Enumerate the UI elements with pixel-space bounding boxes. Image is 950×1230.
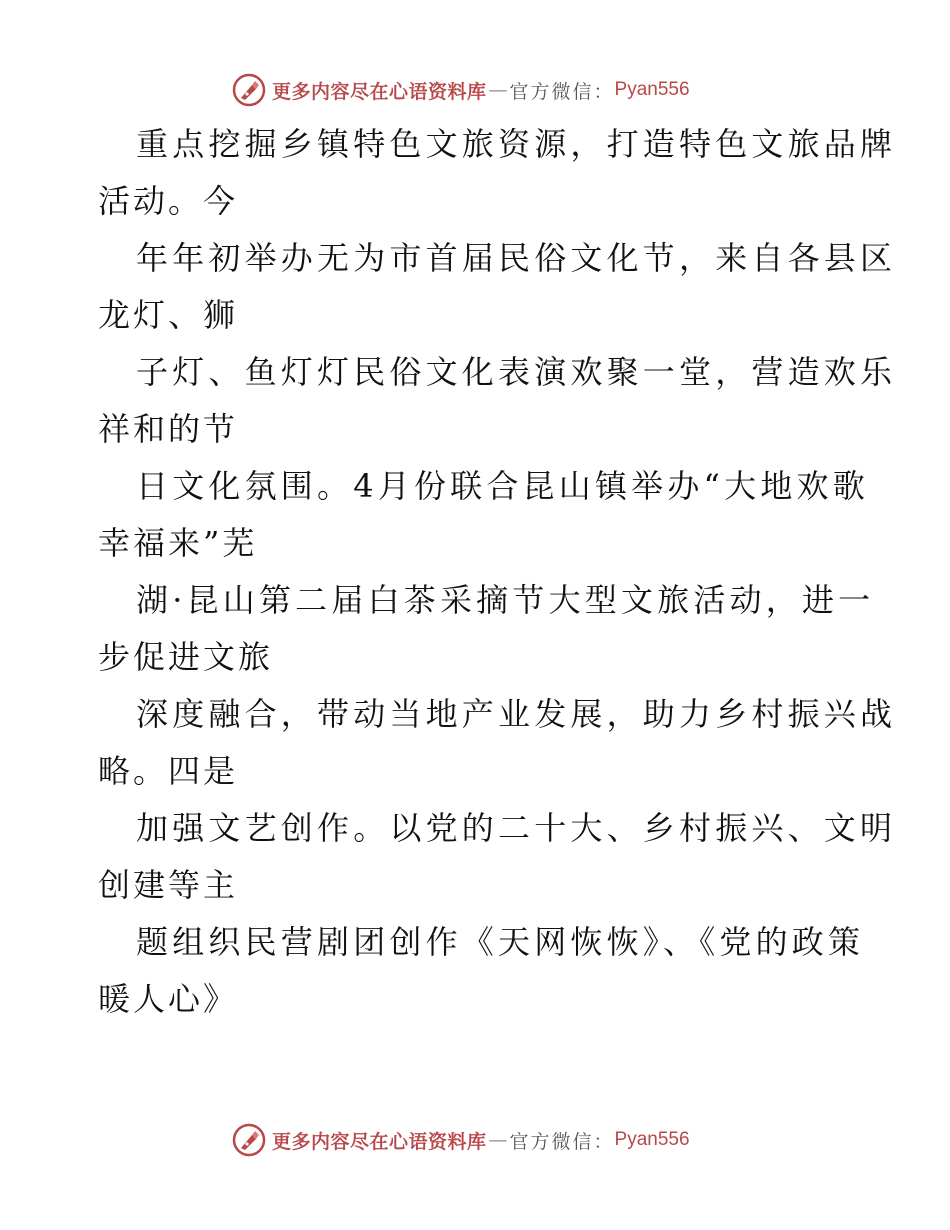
watermark-separator: — xyxy=(488,79,508,101)
text-line: 年年初举办无为市首届民俗文化节，来自各县区 xyxy=(136,239,897,277)
pen-nib-logo-icon xyxy=(232,73,266,107)
watermark-footer xyxy=(232,1122,690,1158)
text-line: 子灯、鱼灯灯民俗文化表演欢聚一堂，营造欢乐 xyxy=(136,353,897,391)
text-line: 日文化氛围。4月份联合昆山镇举办“大地欢歌 xyxy=(136,467,869,505)
text-line: 幸福来”芜 xyxy=(98,524,258,562)
text-line: 创建等主 xyxy=(98,866,239,904)
watermark-wechat-label: 官方微信： xyxy=(509,1130,615,1153)
text-line: 龙灯、狮 xyxy=(98,296,239,334)
text-line: 深度融合，带动当地产业发展，助力乡村振兴战 xyxy=(136,695,897,733)
watermark-wechat-id: Pyan556 xyxy=(614,79,690,100)
text-line: 暖人心》 xyxy=(98,980,239,1018)
watermark-brand: 更多内容尽在心语资料库 xyxy=(272,80,487,103)
text-line: 湖·昆山第二届白茶采摘节大型文旅活动，进一 xyxy=(136,581,875,619)
watermark-wechat-id: Pyan556 xyxy=(614,1129,690,1150)
text-line: 重点挖掘乡镇特色文旅资源，打造特色文旅品牌 xyxy=(136,125,897,163)
watermark-header xyxy=(232,72,690,108)
text-line: 略。四是 xyxy=(98,752,239,790)
text-line: 祥和的节 xyxy=(98,410,239,448)
text-line: 活动。今 xyxy=(98,182,239,220)
text-line: 题组织民营剧团创作《天网恢恢》、《党的政策 xyxy=(136,923,865,961)
watermark-wechat-label: 官方微信： xyxy=(509,80,615,103)
text-line: 步促进文旅 xyxy=(98,638,274,676)
document-body xyxy=(98,116,897,1028)
watermark-brand: 更多内容尽在心语资料库 xyxy=(272,1130,487,1153)
text-line: 加强文艺创作。以党的二十大、乡村振兴、文明 xyxy=(136,809,897,847)
pen-nib-logo-icon xyxy=(232,1123,266,1157)
watermark-separator: — xyxy=(488,1129,508,1151)
